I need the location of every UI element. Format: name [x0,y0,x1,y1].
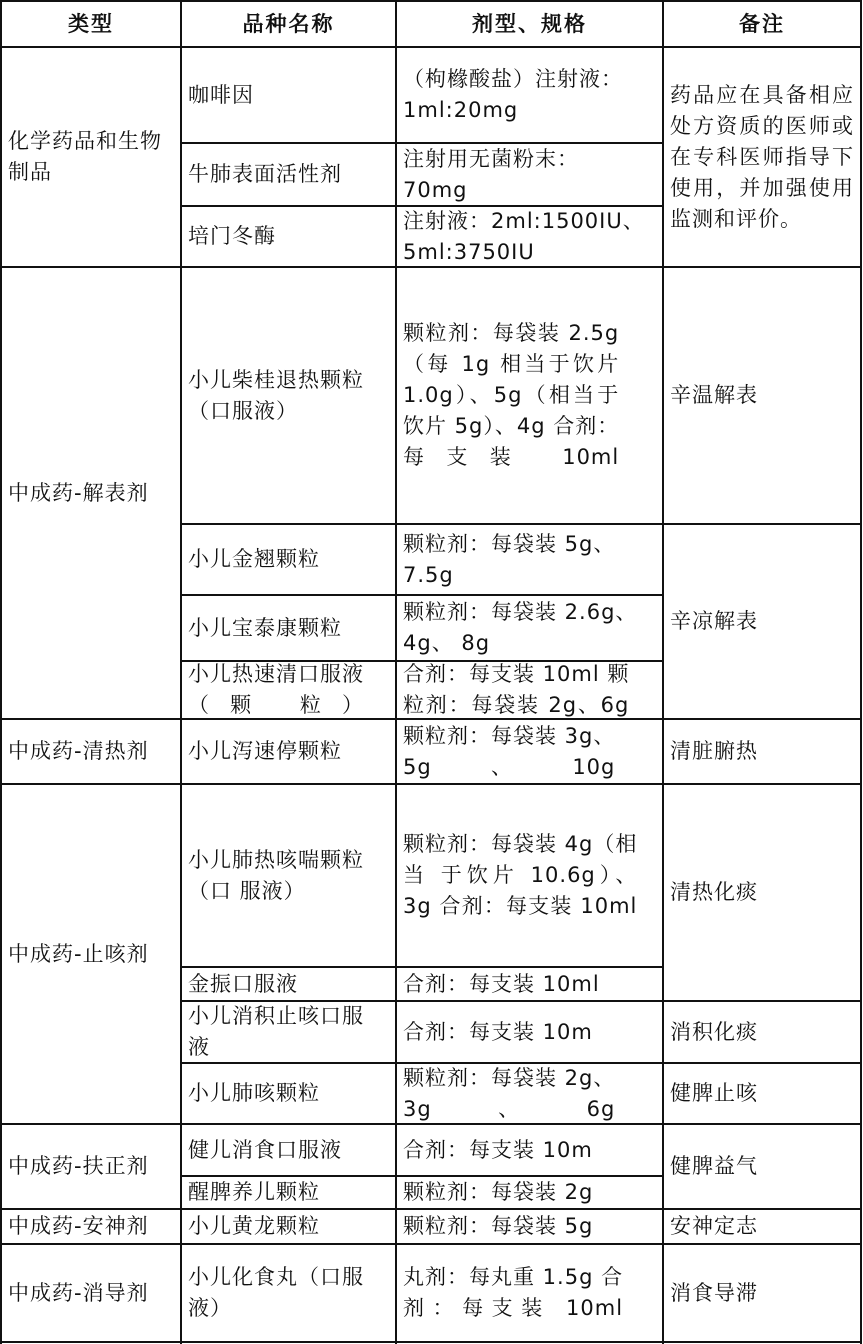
category-cell: 中成药-清热剂 [8,739,149,763]
drug-form: 颗粒剂：每袋装 2.5g （每 1g 相当于饮片 1.0g）、5g（相当于 饮片 5g）、4g 合剂： 每支装 10ml [403,321,620,469]
drug-name: 小儿化食丸（口服 液） [188,1265,364,1320]
drug-form: 颗粒剂：每袋装 2.6g、 4g、 8g [403,600,638,655]
note-cell: 安神定志 [670,1214,758,1238]
drug-name: 健儿消食口服液 [188,1137,342,1162]
drug-name: 小儿柴桂退热颗粒 （口服液） [188,367,364,423]
category-cell: 中成药-安神剂 [8,1214,149,1238]
drug-name: 小儿金翘颗粒 [188,547,320,571]
drug-form: 合剂：每支装 10m [403,1019,593,1044]
category-cell: 中成药-消导剂 [8,1280,149,1305]
drug-name: 小儿消积止咳口服 液 [188,1004,364,1059]
drug-name: 醒脾养儿颗粒 [188,1180,320,1204]
category-cell: 中成药-解表剂 [8,480,149,505]
note-cell: 辛温解表 [670,383,758,407]
drug-form: 合剂：每支装 10ml [403,971,600,996]
drug-name: 牛肺表面活性剂 [188,162,342,186]
note-cell: 清脏腑热 [670,739,758,763]
note-cell: 消积化痰 [670,1019,758,1044]
note-cell: 辛凉解表 [670,609,758,633]
note-cell: 消食导滞 [670,1280,758,1305]
drug-form: 合剂：每支装 10m [403,1137,593,1162]
drug-form: 合剂：每支装 10ml 颗 粒剂：每袋装 2g、6g [403,662,630,717]
header-name: 品种名称 [242,11,335,36]
drug-form: 颗粒剂：每袋装 3g、 5g、10g [403,723,616,779]
drug-name: 小儿热速清口服液 （颗 粒） [188,662,364,717]
note-cell: 药品应在具备相应处方资质的医师或在专科医师指导下使用，并加强使用监测和评价。 [670,82,854,231]
drug-form: 注射液：2ml:1500IU、 5ml:3750IU [403,208,645,264]
drug-name: 金振口服液 [188,971,298,996]
header-type: 类型 [68,11,114,36]
drug-form: 注射用无菌粉末： 70mg [403,146,579,202]
drug-form: 颗粒剂：每袋装 2g [403,1180,594,1204]
drug-name: 小儿宝泰康颗粒 [188,615,342,640]
drug-form: 颗粒剂：每袋装 4g（相 当 于饮片 10.6g）、 3g 合剂：每支装 10ml [403,832,638,918]
drug-form: 丸剂：每丸重 1.5g 合 剂：每支装 10ml [403,1265,624,1320]
drug-name: 小儿泻速停颗粒 [188,739,342,763]
drug-form: 颗粒剂：每袋装 5g、 7.5g [403,531,616,587]
drug-name: 小儿黄龙颗粒 [188,1214,320,1238]
drug-name: 小儿肺咳颗粒 [188,1081,320,1105]
note-cell: 清热化痰 [670,880,758,904]
grid-line [860,0,862,1344]
header-note: 备注 [739,11,785,36]
drug-form: 颗粒剂：每袋装 5g [403,1214,594,1238]
drug-form: （枸橼酸盐）注射液： 1ml:20mg [403,67,623,122]
header-form: 剂型、规格 [472,11,587,36]
note-cell: 健脾益气 [670,1154,758,1178]
category-cell: 中成药-止咳剂 [8,941,149,966]
drug-name: 培门冬酶 [188,224,276,248]
note-cell: 健脾止咳 [670,1081,758,1105]
category-cell: 中成药-扶正剂 [8,1154,149,1178]
drug-form: 颗粒剂：每袋装 2g、 3g、6g [403,1065,616,1121]
drug-name: 咖啡因 [188,82,254,107]
drug-name: 小儿肺热咳喘颗粒 （口 服液） [188,847,364,903]
category-cell: 化学药品和生物 制品 [8,129,162,184]
